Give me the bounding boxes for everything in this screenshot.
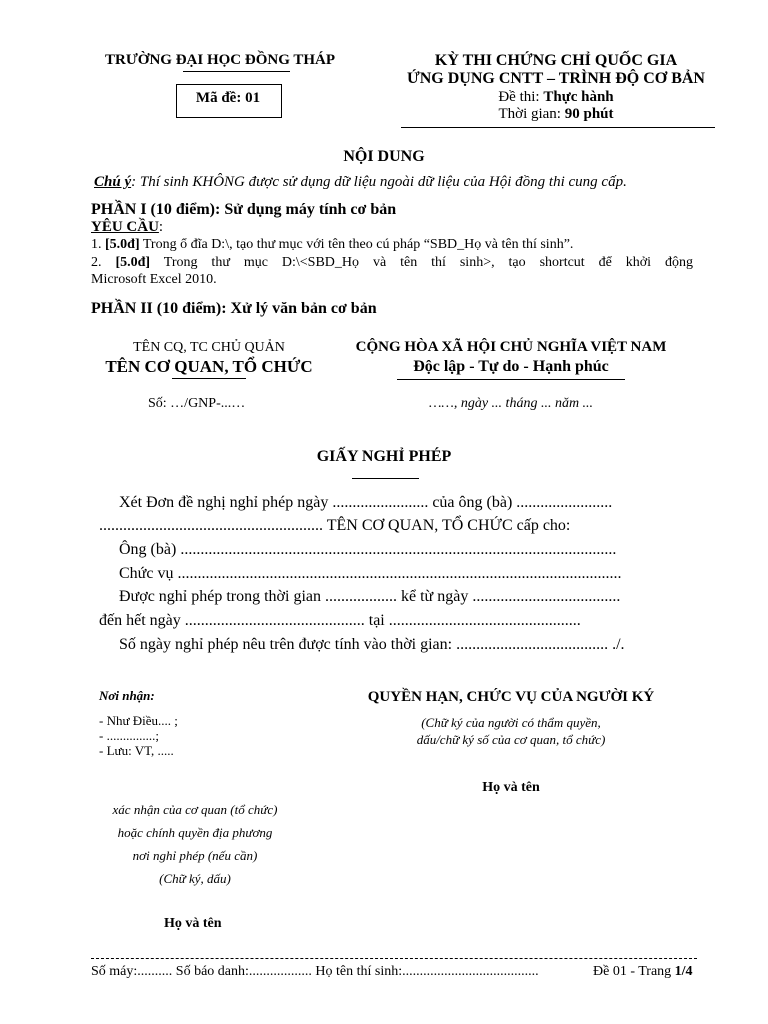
recipient-1: - Như Điều.... ;: [99, 713, 178, 728]
agency-name: TÊN CƠ QUAN, TỔ CHỨC: [105, 357, 313, 376]
requirement-2: [91, 255, 693, 271]
candidate-number-field: ..................: [248, 964, 312, 979]
recipient-3: - Lưu: VT, .....: [99, 743, 174, 758]
requirement-1: [91, 237, 573, 253]
machine-label: Số máy:: [91, 964, 138, 979]
footer-exam-code: Đề 01 - Trang: [593, 964, 675, 979]
exam-type-label: Đề thi:: [498, 89, 544, 105]
exam-code: Mã đề: 01: [195, 90, 261, 106]
date-line: ……, ngày ... tháng ... năm ...: [428, 396, 594, 411]
note-line: [94, 174, 627, 191]
page-number: 1/4: [674, 964, 693, 979]
confirm-line-1: xác nhận của cơ quan (tổ chức): [112, 802, 278, 817]
exam-time-label: Thời gian:: [498, 106, 565, 122]
footer-rule: [91, 958, 697, 959]
confirm-line-4: (Chữ ký, dấu): [159, 871, 231, 886]
req-1-points: [5.0đ]: [105, 237, 140, 252]
part-1-heading: PHẦN I (10 điểm): Sử dụng máy tính cơ bản: [91, 201, 397, 218]
req-2-points: [5.0đ]: [115, 255, 151, 270]
exam-title-1: KỲ THI CHỨNG CHỈ QUỐC GIA: [434, 52, 678, 69]
agency-parent: TÊN CQ, TC CHỦ QUẢN: [133, 340, 285, 355]
requirements-heading: [91, 219, 163, 236]
req-2-text: Trong thư mục D:\<SBD_Họ và tên thí sinh>, tạo shortcut để khởi động: [150, 255, 694, 270]
signer-note-2: dấu/chữ ký số của cơ quan, tổ chức): [416, 732, 606, 747]
part-2-heading: PHẦN II (10 điểm): Xử lý văn bản cơ bản: [91, 300, 377, 317]
confirm-name: Họ và tên: [164, 916, 222, 931]
nation-motto: Độc lập - Tự do - Hạnh phúc: [413, 358, 609, 375]
exam-title-2: ỨNG DỤNG CNTT – TRÌNH ĐỘ CƠ BẢN: [407, 70, 705, 87]
requirement-2-cont: Microsoft Excel 2010.: [91, 272, 217, 287]
motto-underline: [397, 379, 625, 380]
footer-page: [593, 964, 693, 980]
confirm-line-3: nơi nghỉ phép (nếu cần): [132, 848, 258, 863]
exam-time-value: 90 phút: [564, 106, 614, 122]
form-line-4: Chức vụ ...............................................................................................................: [119, 565, 622, 582]
leave-permit-title: GIẤY NGHỈ PHÉP: [316, 448, 452, 465]
school-underline: [183, 71, 290, 72]
confirm-line-2: hoặc chính quyền địa phương: [117, 825, 273, 840]
note-label: Chú ý: [94, 174, 132, 190]
form-line-1: Xét Đơn đề nghị nghỉ phép ngày ........................ của ông (bà) ........................: [119, 494, 613, 511]
form-line-7: Số ngày nghỉ phép nêu trên được tính vào thời gian: ...................................... ./.: [119, 636, 625, 653]
footer-line: [91, 964, 539, 980]
candidate-name-field: .......................................: [402, 964, 539, 979]
form-line-3: Ông (bà) .............................................................................................................: [119, 541, 617, 558]
nation-name: CỘNG HÒA XÃ HỘI CHỦ NGHĨA VIỆT NAM: [355, 339, 667, 355]
signer-title: QUYỀN HẠN, CHỨC VỤ CỦA NGƯỜI KÝ: [367, 689, 655, 705]
candidate-number-label: Số báo danh:: [175, 964, 249, 979]
requirements-label: YÊU CẦU: [91, 219, 159, 235]
signer-note-1: (Chữ ký của người có thẩm quyền,: [421, 715, 601, 730]
school-name: TRƯỜNG ĐẠI HỌC ĐỒNG THÁP: [105, 52, 336, 68]
agency-underline: [172, 378, 246, 379]
form-line-6: đến hết ngày ............................................. tại ................................................: [99, 612, 581, 629]
title-underline: [352, 478, 419, 479]
exam-type: [386, 89, 726, 106]
requirements-colon: :: [158, 219, 164, 235]
form-line-5: Được nghỉ phép trong thời gian .................. kể từ ngày .....................................: [119, 588, 621, 605]
recipient-2: - ...............;: [99, 728, 159, 743]
recipients-label: Nơi nhận:: [99, 688, 155, 703]
exam-time: [386, 106, 726, 123]
note-text: : Thí sinh KHÔNG được sử dụng dữ liệu ngoài dữ liệu của Hội đồng thi cung cấp.: [131, 174, 627, 190]
machine-field: ..........: [137, 964, 173, 979]
exam-type-value: Thực hành: [543, 89, 614, 105]
req-2-number: 2.: [91, 255, 116, 270]
req-1-number: 1.: [91, 237, 105, 252]
candidate-name-label: Họ tên thí sinh:: [315, 964, 403, 979]
signer-name: Họ và tên: [482, 780, 540, 795]
req-1-text: Trong ổ đĩa D:\, tạo thư mục với tên theo cú pháp “SBD_Họ và tên thí sinh”.: [139, 237, 574, 252]
header-rule: [401, 127, 715, 128]
content-title: NỘI DUNG: [343, 148, 425, 165]
form-line-2: ........................................................ TÊN CƠ QUAN, TỔ CHỨC cấp cho:: [99, 517, 571, 534]
document-number: Số: …/GNP-...…: [148, 396, 246, 411]
